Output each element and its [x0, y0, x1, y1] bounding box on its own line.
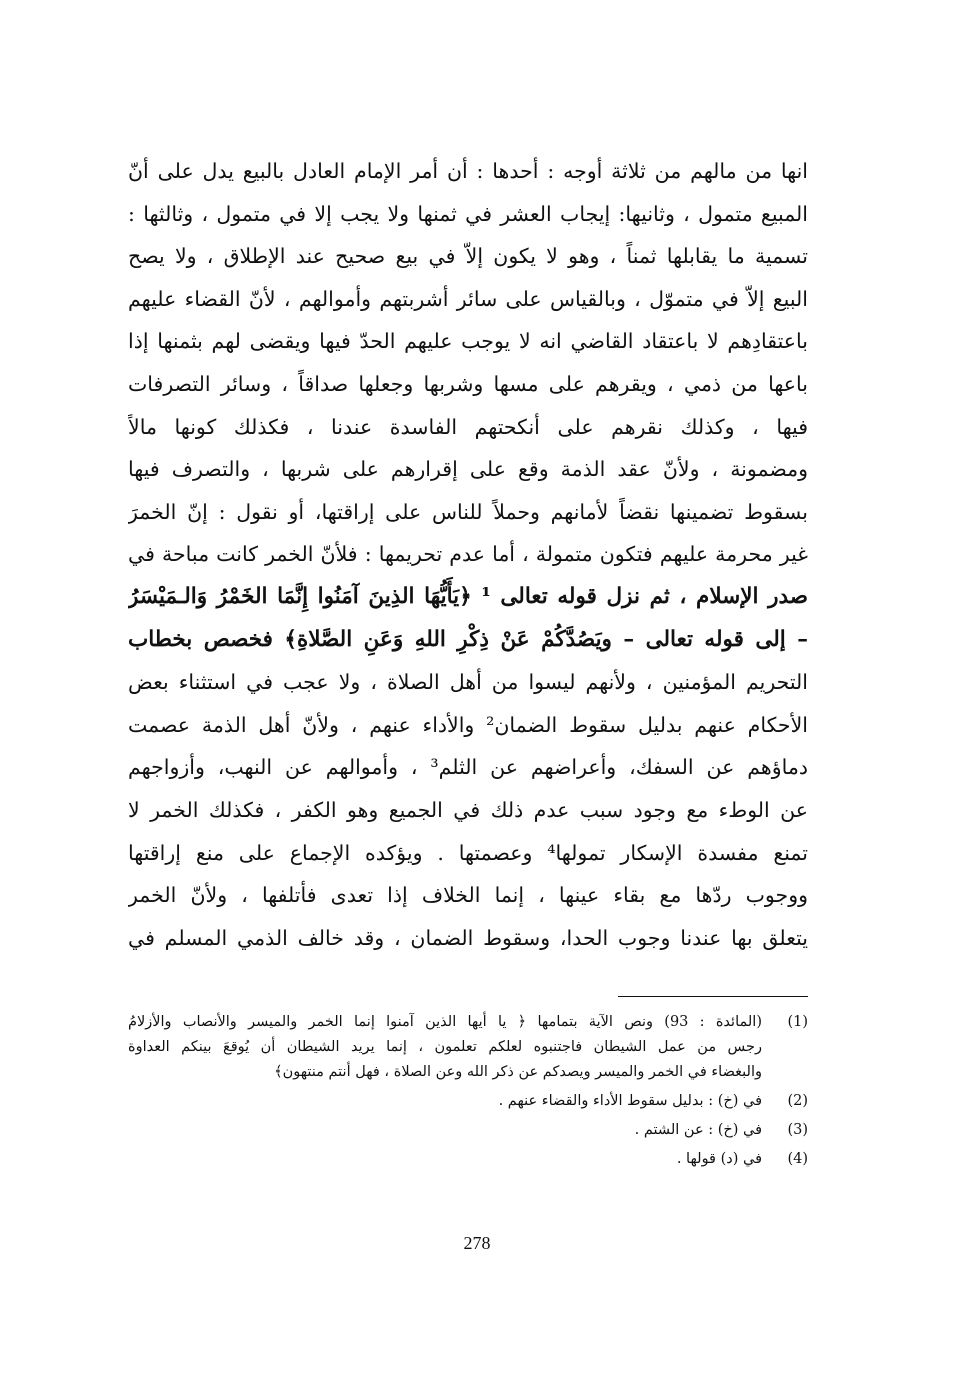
page-number: 278: [463, 1233, 491, 1253]
main-text: [128, 150, 808, 959]
footnote-line: رجس من عمل الشيطان فاجتنبوه لعلكم تعلمون ، إنما يريد الشيطان أن يُوقعَ بينكم العداوة: [128, 1039, 762, 1055]
footnotes: [128, 1010, 808, 1172]
quran-verse-line: – إلى قوله تعالى – ويَصُدَّكُمْ عَنْ ذِكْرِ اللهِ وَعَنِ الصَّلاةِ﴾ فخصص بخطاب: [128, 626, 808, 652]
text-line: باعها من ذمي ، ويقرهم على مسها وشربها وجعلها صداقاً ، وسائر التصرفات: [128, 371, 808, 396]
text-line: تسمية ما يقابلها ثمناً ، وهو لا يكون إلاّ في بيع صحيح عند الإطلاق ، ولا يصح: [128, 244, 808, 269]
footnote-number: (2): [787, 1093, 808, 1109]
text-line: انها من مالهم من ثلاثة أوجه : أحدها : أن أمر الإمام العادل بالبيع يدل على أنّ: [128, 159, 808, 183]
text-line: عن الوطء مع وجود سبب عدم ذلك في الجميع وهو الكفر ، فكذلك الخمر لا: [128, 797, 808, 822]
footnote-number: (1): [787, 1014, 808, 1030]
footnote-line: (المائدة : 93) ونص الآية بتمامها ﴿ يا أيها الذين آمنوا إنما الخمر والميسر والأنصاب والأزلامُ: [128, 1014, 762, 1030]
text-line: الأحكام عنهم بدليل سقوط الضمان² والأداء عنهم ، ولأنّ أهل الذمة عصمت: [128, 712, 808, 737]
footnote-separator: [618, 996, 808, 997]
text-line: التحريم المؤمنين ، ولأنهم ليسوا من أهل الصلاة ، ولا عجب في استثناء بعض: [128, 670, 808, 695]
footnote-3: [128, 1118, 808, 1143]
text-line: دماؤهم عن السفك، وأعراضهم عن الثلم³ ، وأموالهم عن النهب، وأزواجهم: [128, 755, 808, 780]
text-line: البيع إلاّ في متموّل ، وبالقياس على سائر أشربتهم وأموالهم ، لأنّ القضاء عليهم: [128, 286, 808, 311]
text-line: ووجوب ردّها مع بقاء عينها ، إنما الخلاف إذا تعدى فأتلفها ، ولأنّ الخمر: [128, 883, 808, 908]
footnote-4: [128, 1147, 808, 1172]
quran-verse-line: صدر الإسلام ، ثم نزل قوله تعالى ¹ ﴿يَأَيُّهَا الذِينَ آمَنُوا إِنَّمَا الخَمْرُ وَالـمَيْسَرُ: [128, 583, 808, 609]
footnote-1: [128, 1010, 808, 1085]
footnote-2: [128, 1089, 808, 1114]
text-line: غير محرمة عليهم فتكون متمولة ، أما عدم تحريمها : فلأنّ الخمر كانت مباحة في: [128, 542, 808, 567]
text-line: ومضمونة ، ولأنّ عقد الذمة وقع على إقرارهم على شربها ، والتصرف فيها: [128, 457, 808, 482]
footnote-line: في (خ) : بدليل سقوط الأداء والقضاء عنهم .: [498, 1093, 762, 1109]
text-line: باعتقادِهم لا باعتقاد القاضي انه لا يوجب عليهم الحدّ فيها ويقضى لهم بثمنها إذا: [128, 329, 808, 354]
text-line: يتعلق بها عندنا وجوب الحدا، وسقوط الضمان ، وقد خالف الذمي المسلم في: [128, 925, 808, 950]
footnote-line: والبغضاء في الخمر والميسر ويصدكم عن ذكر الله وعن الصلاة ، فهل أنتم منتهون﴾: [274, 1064, 762, 1080]
footnote-number: (3): [787, 1122, 808, 1138]
footnote-line: في (خ) : عن الشتم .: [634, 1122, 762, 1138]
text-line: المبيع متمول ، وثانيها: إيجاب العشر في ثمنها ولا يجب إلا في متمول ، وثالثها :: [128, 201, 808, 226]
text-line: بسقوط تضمينها نقضاً لأمانهم وحملاً للناس على إراقتها، أو نقول : إنّ الخمرَ: [128, 499, 808, 524]
footnote-line: في (د) قولها .: [676, 1151, 762, 1167]
text-line: فيها ، وكذلك نقرهم على أنكحتهم الفاسدة عندنا ، فكذلك كونها مالاً: [128, 414, 808, 439]
text-line: تمنع مفسدة الإسكار تمولها⁴ وعصمتها . ويؤكده الإجماع على منع إراقتها: [128, 840, 808, 865]
footnote-number: (4): [787, 1151, 808, 1167]
